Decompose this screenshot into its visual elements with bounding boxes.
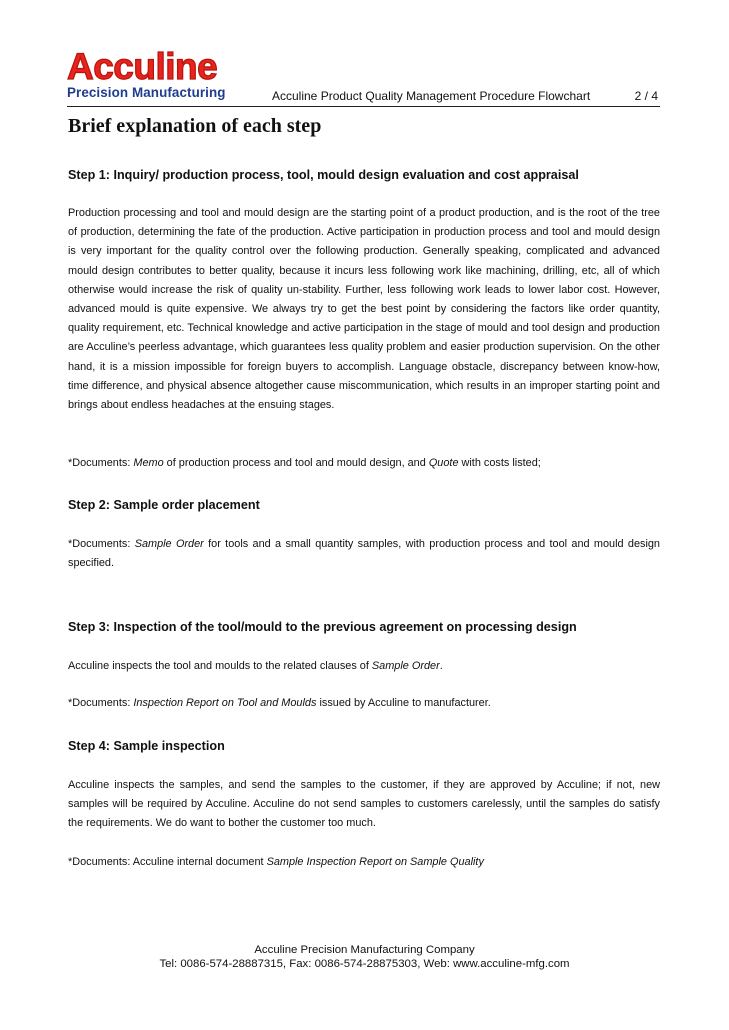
step-3-heading: Step 3: Inspection of the tool/mould to the previous agreement on processing design <box>68 620 577 634</box>
step-4-documents <box>68 853 660 872</box>
doc-suffix: with costs listed; <box>458 457 541 469</box>
doc-suffix: for tools and a small quantity samples, with production process and tool and mould design specified. <box>68 538 660 570</box>
doc-inspection-report: Inspection Report on Tool and Moulds <box>133 697 317 709</box>
para-sample-order: Sample Order <box>371 660 440 672</box>
doc-prefix: *Documents: <box>68 697 134 709</box>
header-document-title: Acculine Product Quality Management Procedure Flowchart <box>272 89 591 103</box>
page-title: Brief explanation of each step <box>68 115 322 137</box>
step-4-heading: Step 4: Sample inspection <box>68 739 225 753</box>
step-3-documents <box>68 694 660 713</box>
doc-sample-order: Sample Order <box>134 538 204 550</box>
step-1-paragraph: Production processing and tool and mould design are the starting point of a product production, and is the root of the tree of production, determining the fate of the production. Active participation in production process and tool and mould design is very important for the quality control over the following production. Generally speaking, complicated and advanced mould design contributes to better quality, because it incurs less following work like machining, drilling, etc, all of which otherwise would increase the risk of quality un-stability. Further, less following work leads to lower labor cost. However, advanced mould is quite expensive. We always try to get the best point by considering the factors like order quantity, quality requirement, etc. Technical knowledge and active participation in the stage of mould and tool design and production are Acculine’s peerless advantage, which guarantees less quality problem and easier production supervision. On the other hand, it is a mission impossible for foreign buyers to accomplish. Language obstacle, discrepancy between know-how, time difference, and physical absence altogether cause miscommunication, which results in an improper starting point and brings about endless headaches at the ensuing stages. <box>68 207 660 412</box>
logo-tagline: Precision Manufacturing <box>67 85 226 100</box>
header-divider <box>67 106 660 107</box>
step-2-heading: Step 2: Sample order placement <box>68 498 260 512</box>
step-3-paragraph <box>68 657 660 676</box>
doc-prefix: *Documents: <box>68 457 134 469</box>
para-suffix: . <box>439 660 443 672</box>
para-prefix: Acculine inspects the tool and moulds to the related clauses of <box>68 660 372 672</box>
logo-wordmark: Acculine <box>67 46 218 87</box>
page-indicator: 2 / 4 <box>634 89 658 103</box>
doc-sample-inspection-report: Sample Inspection Report on Sample Quality <box>266 856 484 868</box>
step-2-documents <box>68 535 660 573</box>
doc-prefix: *Documents: Acculine internal document <box>68 856 267 868</box>
doc-prefix: *Documents: <box>68 538 135 550</box>
page-footer <box>0 943 729 971</box>
step-4-paragraph: Acculine inspects the samples, and send the samples to the customer, if they are approved by Acculine; if not, new samples will be required by Acculine. Acculine do not send samples to customers carelessly, until the samples do satisfy the requirements. We do want to bother the customer too much. <box>68 779 660 830</box>
doc-memo: Memo <box>133 457 164 469</box>
footer-company: Acculine Precision Manufacturing Company <box>254 944 475 956</box>
footer-contact: Tel: 0086-574-28887315, Fax: 0086-574-28875303, Web: www.acculine-mfg.com <box>159 958 570 970</box>
doc-suffix: issued by Acculine to manufacturer. <box>316 697 491 709</box>
step-1-documents <box>68 454 660 473</box>
doc-middle: of production process and tool and mould design, and <box>163 457 429 469</box>
doc-quote: Quote <box>428 457 459 469</box>
step-1-heading: Step 1: Inquiry/ production process, tool, mould design evaluation and cost appraisal <box>68 168 579 182</box>
company-logo <box>67 46 257 102</box>
